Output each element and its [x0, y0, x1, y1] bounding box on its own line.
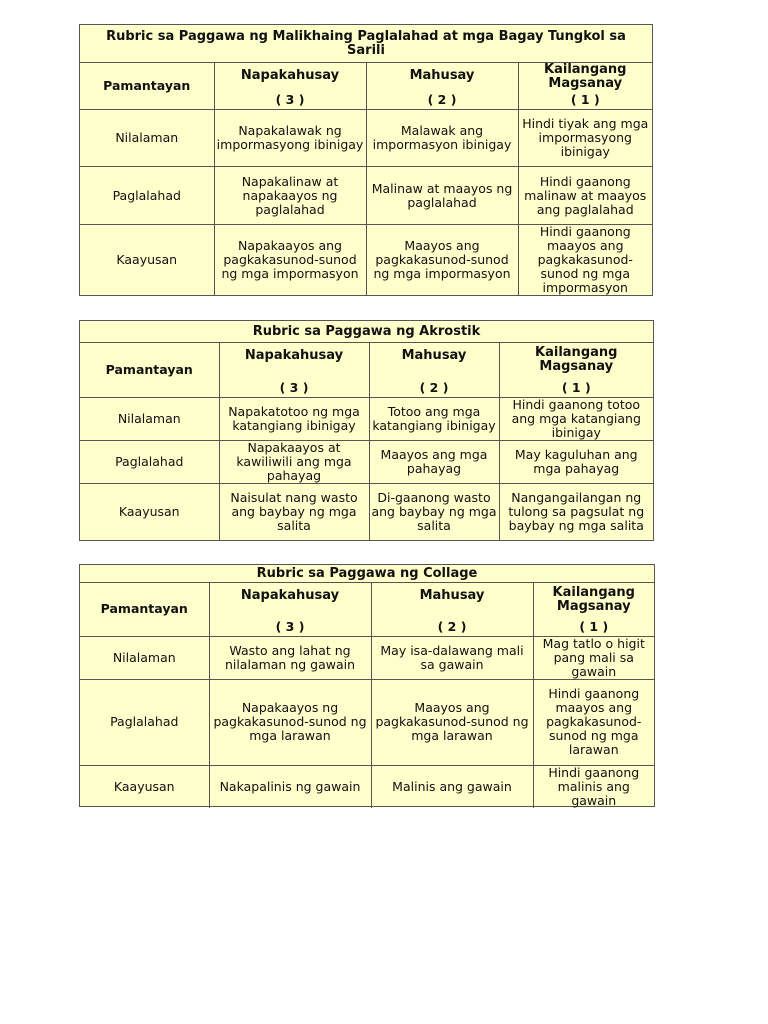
rubric-cell: May kaguluhan ang mga pahayag	[499, 440, 653, 483]
rubric-cell: Wasto ang lahat ng nilalaman ng gawain	[209, 636, 371, 679]
table-row	[80, 167, 652, 224]
criterion-cell: Kaayusan	[80, 483, 219, 541]
level-score: ( 2 )	[427, 91, 457, 107]
level-header-2	[366, 63, 518, 109]
level-label: Mahusay	[409, 68, 475, 83]
header-row	[80, 343, 653, 397]
rubric-grid	[80, 63, 652, 296]
rubric-cell: Nakapalinis ng gawain	[209, 765, 371, 808]
criterion-cell: Nilalaman	[80, 636, 209, 679]
level-label: Kailangang Magsanay	[552, 585, 635, 614]
criterion-cell: Paglalahad	[80, 440, 219, 483]
level-header-3	[214, 63, 366, 109]
rubric-cell: Napakaayos ng pagkakasunod-sunod ng mga larawan	[209, 679, 371, 765]
level-score: ( 3 )	[275, 618, 305, 634]
rubric-cell: Mag tatlo o higit pang mali sa gawain	[533, 636, 654, 679]
criterion-cell: Paglalahad	[80, 679, 209, 765]
rubric-cell: Napakalinaw at napakaayos ng paglalahad	[214, 167, 366, 224]
rubric-grid	[80, 343, 653, 541]
rubric-cell: Napakaayos at kawiliwili ang mga pahayag	[219, 440, 369, 483]
rubric-cell: Hindi gaanong maayos ang pagkakasunod-sunod ng mga larawan	[533, 679, 654, 765]
header-row	[80, 63, 652, 109]
level-label: Mahusay	[419, 588, 485, 603]
rubric-cell: Napakatotoo ng mga katangiang ibinigay	[219, 397, 369, 440]
rubric-table-acrostic	[79, 320, 654, 541]
level-score: ( 1 )	[570, 91, 600, 107]
level-score: ( 3 )	[275, 91, 305, 107]
rubric-cell: May isa-dalawang mali sa gawain	[371, 636, 533, 679]
rubric-cell: Hindi gaanong malinaw at maayos ang paglalahad	[518, 167, 652, 224]
rubric-title: Rubric sa Paggawa ng Akrostik	[80, 321, 653, 343]
level-label: Kailangang Magsanay	[544, 63, 627, 91]
level-score: ( 1 )	[579, 618, 609, 634]
level-header-3	[209, 583, 371, 636]
table-row	[80, 224, 652, 296]
rubric-cell: Maayos ang pagkakasunod-sunod ng mga larawan	[371, 679, 533, 765]
table-row	[80, 636, 654, 679]
level-score: ( 2 )	[419, 379, 449, 395]
table-row	[80, 397, 653, 440]
rubric-table-self-presentation	[79, 24, 653, 296]
level-header-1	[533, 583, 654, 636]
rubric-table-collage	[79, 564, 655, 807]
rubric-cell: Di-gaanong wasto ang baybay ng mga salita	[369, 483, 499, 541]
level-score: ( 1 )	[561, 379, 591, 395]
criteria-header: Pamantayan	[80, 583, 209, 636]
rubric-cell: Hindi gaanong maayos ang pagkakasunod-sunod ng mga impormasyon	[518, 224, 652, 296]
rubric-cell: Naisulat nang wasto ang baybay ng mga salita	[219, 483, 369, 541]
rubric-cell: Malinaw at maayos ng paglalahad	[366, 167, 518, 224]
rubric-cell: Malawak ang impormasyon ibinigay	[366, 109, 518, 166]
rubric-cell: Hindi tiyak ang mga impormasyong ibinigay	[518, 109, 652, 166]
rubric-title: Rubric sa Paggawa ng Malikhaing Paglalahad at mga Bagay Tungkol sa Sarili	[80, 25, 652, 63]
rubric-cell: Maayos ang pagkakasunod-sunod ng mga impormasyon	[366, 224, 518, 296]
rubric-cell: Malinis ang gawain	[371, 765, 533, 808]
table-row	[80, 109, 652, 166]
criterion-cell: Kaayusan	[80, 765, 209, 808]
rubric-title: Rubric sa Paggawa ng Collage	[80, 565, 654, 583]
criterion-cell: Nilalaman	[80, 109, 214, 166]
criteria-header: Pamantayan	[80, 63, 214, 109]
rubric-cell: Hindi gaanong malinis ang gawain	[533, 765, 654, 808]
rubric-cell: Hindi gaanong totoo ang mga katangiang ibinigay	[499, 397, 653, 440]
criterion-cell: Paglalahad	[80, 167, 214, 224]
level-header-2	[371, 583, 533, 636]
table-row	[80, 440, 653, 483]
level-label: Napakahusay	[240, 588, 340, 603]
rubric-cell: Maayos ang mga pahayag	[369, 440, 499, 483]
header-row	[80, 583, 654, 636]
rubric-grid	[80, 583, 654, 808]
rubric-cell: Totoo ang mga katangiang ibinigay	[369, 397, 499, 440]
level-label: Napakahusay	[240, 68, 340, 83]
level-header-3	[219, 343, 369, 397]
level-score: ( 3 )	[279, 379, 309, 395]
level-label: Napakahusay	[244, 348, 344, 363]
rubric-cell: Nangangailangan ng tulong sa pagsulat ng baybay ng mga salita	[499, 483, 653, 541]
rubric-cell: Napakaayos ang pagkakasunod-sunod ng mga impormasyon	[214, 224, 366, 296]
table-row	[80, 679, 654, 765]
level-label: Kailangang Magsanay	[535, 345, 618, 374]
criteria-header: Pamantayan	[80, 343, 219, 397]
level-header-2	[369, 343, 499, 397]
level-score: ( 2 )	[437, 618, 467, 634]
table-row	[80, 765, 654, 808]
level-header-1	[499, 343, 653, 397]
criterion-cell: Kaayusan	[80, 224, 214, 296]
level-header-1	[518, 63, 652, 109]
level-label: Mahusay	[401, 348, 467, 363]
rubric-cell: Napakalawak ng impormasyong ibinigay	[214, 109, 366, 166]
table-row	[80, 483, 653, 541]
criterion-cell: Nilalaman	[80, 397, 219, 440]
